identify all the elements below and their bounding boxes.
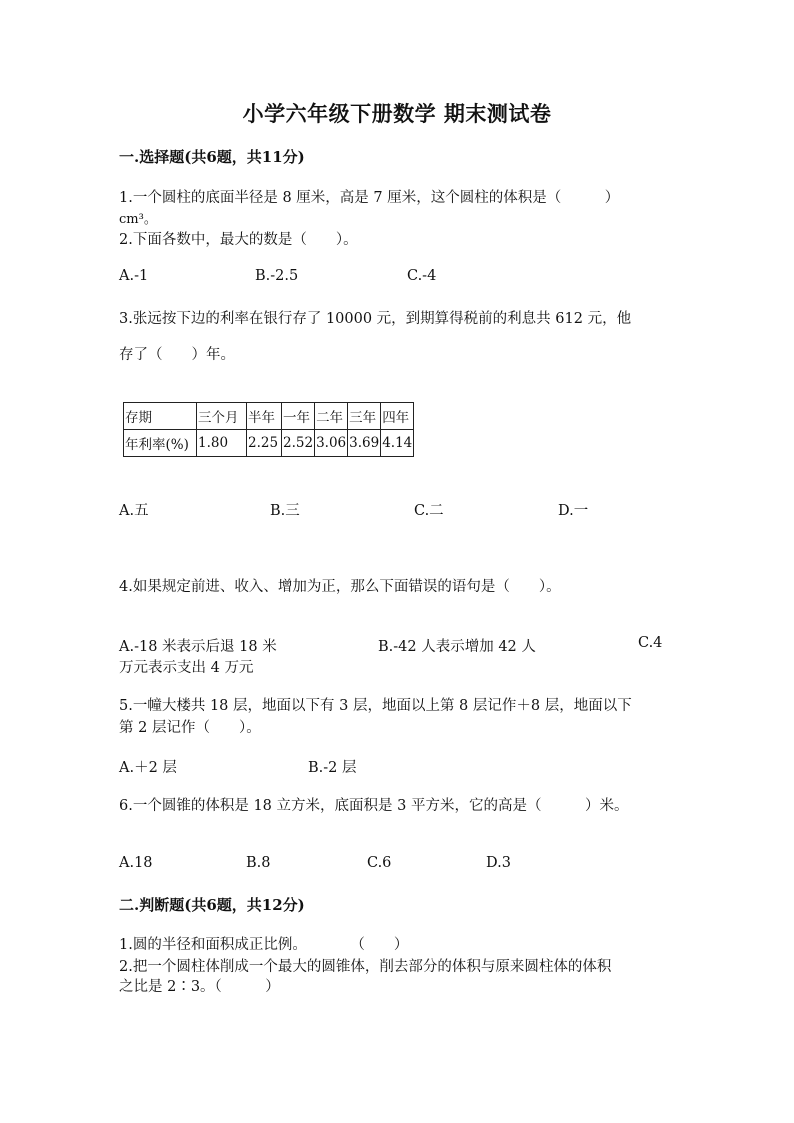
page-title: 小学六年级下册数学 期末测试卷 [242,101,552,126]
section-1-heading: 一.选择题(共6题，共11分) [119,148,305,166]
question-1-line-1: 1.一个圆柱的底面半径是 8 厘米，高是 7 厘米，这个圆柱的体积是（ ） [119,190,620,206]
question-4-option-a: A.-18 米表示后退 18 米 [119,639,277,655]
question-4-stem: 4.如果规定前进、收入、增加为正，那么下面错误的语句是（ ）。 [119,579,561,595]
table-cell: 三个月 [197,403,247,430]
judgement-1: 1.圆的半径和面积成正比例。 （ ） [119,937,409,953]
question-6-option-c: C.6 [367,855,392,871]
question-3-option-d: D.一 [558,503,589,519]
question-6-option-a: A.18 [119,855,153,871]
question-2-stem: 2.下面各数中，最大的数是（ ）。 [119,232,358,248]
question-4-option-c: C.4 [638,635,663,651]
question-2-option-b: B.-2.5 [255,268,299,284]
question-3-line-1: 3.张远按下边的利率在银行存了 10000 元，到期算得税前的利息共 612 元，他 [119,311,632,327]
table-row [124,430,414,457]
interest-rate-table [123,402,414,457]
table-cell: 三年 [348,403,381,430]
table-cell: 一年 [282,403,315,430]
question-6-stem: 6.一个圆锥的体积是 18 立方米，底面积是 3 平方米，它的高是（ ）米。 [119,798,629,814]
question-1-line-2: cm³。 [119,212,157,227]
table-cell: 3.69 [348,430,381,457]
question-4-option-c-continued: 万元表示支出 4 万元 [119,660,254,676]
table-cell: 1.80 [197,430,247,457]
table-cell: 四年 [381,403,414,430]
question-4-option-b: B.-42 人表示增加 42 人 [378,639,536,655]
judgement-2-line-2: 之比是 2∶3。（ ） [119,979,280,995]
question-3-line-2: 存了（ ）年。 [119,347,235,363]
question-2-option-a: A.-1 [119,268,149,284]
question-5-option-b: B.-2 层 [308,760,357,776]
question-6-option-b: B.8 [246,855,271,871]
question-3-option-a: A.五 [119,503,149,519]
table-cell: 年利率(%) [124,430,197,457]
table-cell: 3.06 [315,430,348,457]
question-2-option-c: C.-4 [407,268,437,284]
question-5-line-2: 第 2 层记作（ ）。 [119,720,261,736]
judgement-2-line-1: 2.把一个圆柱体削成一个最大的圆锥体，削去部分的体积与原来圆柱体的体积 [119,959,612,975]
question-6-option-d: D.3 [486,855,511,871]
section-2-heading: 二.判断题(共6题，共12分) [119,896,305,914]
table-cell: 2.52 [282,430,315,457]
table-cell: 4.14 [381,430,414,457]
table-cell: 存期 [124,403,197,430]
table-cell: 二年 [315,403,348,430]
question-3-option-c: C.二 [414,503,444,519]
table-cell: 半年 [247,403,282,430]
table-header-row [124,403,414,430]
table-cell: 2.25 [247,430,282,457]
question-3-option-b: B.三 [270,503,300,519]
question-5-option-a: A.＋2 层 [119,760,177,776]
question-5-line-1: 5.一幢大楼共 18 层，地面以下有 3 层，地面以上第 8 层记作＋8 层，地面以下 [119,698,632,714]
